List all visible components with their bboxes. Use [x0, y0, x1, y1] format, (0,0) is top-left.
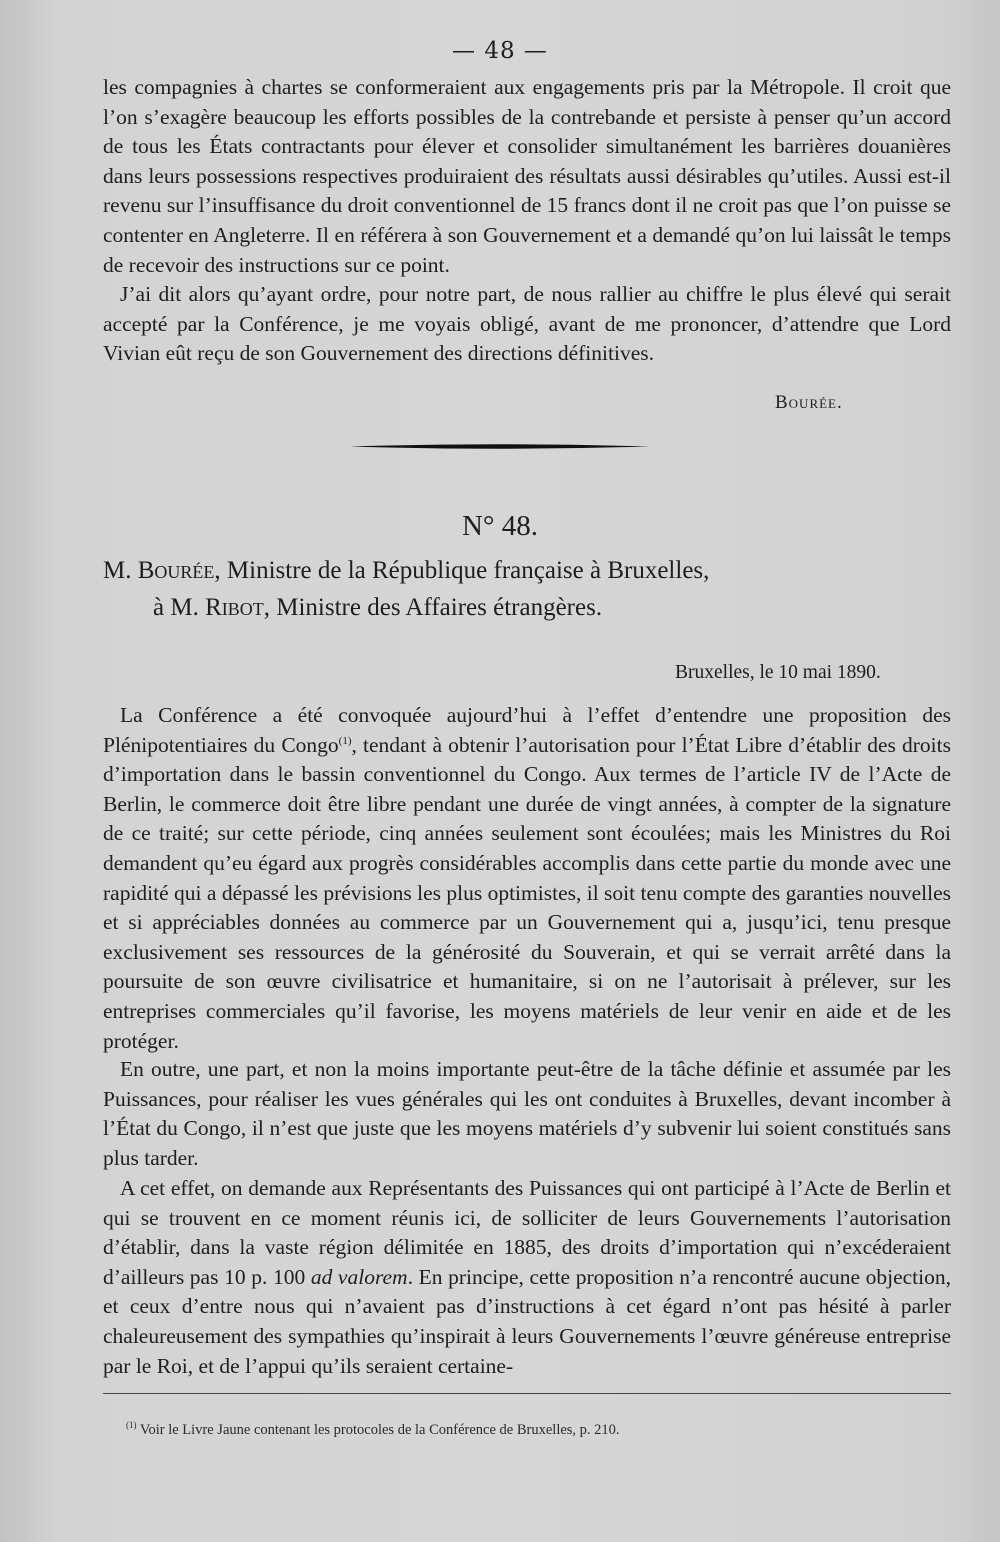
paragraph-a-cet-effet [103, 1174, 951, 1381]
section-divider [350, 443, 650, 450]
paragraph-a-cet-effet-start: A cet effet, on demande aux Représentants des Puissances qui ont participé à l’Acte de Berlin et qui se trouvent en ce moment réunis ici, de solliciter de leurs Gouvernements l’autorisation d’établir, dans la vaste région délimitée en 1885, des droits d’importation qui n’excéderaient d’ailleurs pas 10 p. 100 [103, 1176, 951, 1289]
footnote-text: Voir le Livre Jaune contenant les protocoles de la Conférence de Bruxelles, p. 210. [136, 1422, 620, 1438]
paragraph-convocation [103, 701, 951, 1056]
sender-title: , Ministre de la République française à Bruxelles, [214, 557, 710, 584]
paragraph-continuation: les compagnies à chartes se conformeraient aux engagements pris par la Métropole. Il croit que l’on s’exagère beaucoup les efforts possibles de la contrebande et persiste à penser qu’un accord de tous les États contractants pour élever et consolider simultanément les barrières douanières dans leurs possessions respectives produiraient des résultats aussi désirables qu’utiles. Aussi est-il revenu sur l’insuffisance du droit conventionnel de 15 francs dont il ne croit pas que l’on puisse se contenter en Angleterre. Il en référera à son Gouvernement et a demandé qu’on lui laissât le temps de recevoir des instructions sur ce point. [103, 75, 951, 277]
recipient-name: Ribot [205, 594, 264, 621]
dateline: Bruxelles, le 10 mai 1890. [675, 662, 881, 683]
footnote-marker: (1) [126, 1420, 137, 1430]
paragraph-en-outre: En outre, une part, et non la moins importante peut-être de la tâche définie et assumée par les Puissances, pour réaliser les vues générales qui les ont conduites à Bruxelles, devant incomber à l’État du Congo, il n’est que juste que les moyens matériels d’y subvenir lui soient constitués sans plus tarder. [103, 1057, 951, 1170]
ad-valorem-italic: ad valorem [310, 1264, 408, 1289]
recipient-title: , Ministre des Affaires étrangères. [263, 594, 603, 621]
footnote-reference: (1) [338, 734, 352, 747]
page-number: — 48 — [452, 38, 548, 64]
paragraph-a-cet-effet-end: . En principe, cette proposition n’a rencontré aucune objection, et ceux d’entre nous qui n’avaient pas d’instructions à cet égard n’ont pas hésité à parler chaleureusement des sympathies qu’inspirait à leurs Gouvernements l’œuvre généreuse entreprise par le Roi, et de l’appui qu’ils seraient certaine- [103, 1264, 952, 1378]
sender-name: M. Bourée [103, 557, 215, 584]
paragraph-convocation-end: , tendant à obtenir l’autorisation pour l’État Libre d’établir des droits d’importation dans le bassin conventionnel du Congo. Aux termes de l’article IV de l’Acte de Berlin, le commerce doit être libre pendant une durée de vingt années, à compter de la signature de ce traité; sur cette période, cinq années seulement sont écoulées; mais les Ministres du Roi demandent qu’eu égard aux progrès considérables accomplis dans cette partie du monde avec une rapidité qui a dépassé les prévisions les plus optimistes, il soit tenu compte des garanties nouvelles et si appréciables données au commerce par un Gouvernement qui a, jusqu’ici, tenu presque exclusivement ses ressources de la générosité du Souverain, et qui se verrait arrêté dans la poursuite de son œuvre civilisatrice et humanitaire, si on ne l’autorisait à prélever, sur les entreprises commerciales qu’il favorise, les moyens matériels de leur venir en aide et de les protéger. [103, 732, 951, 1053]
document-number: N° 48. [461, 510, 539, 542]
recipient-heading [153, 594, 602, 622]
footnote [126, 1422, 620, 1439]
signature: Bourée. [775, 392, 843, 413]
recipient-prefix: à M. [153, 594, 206, 621]
footnote-rule [103, 1393, 951, 1394]
paragraph-rally: J’ai dit alors qu’ayant ordre, pour notre part, de nous rallier au chiffre le plus élevé qui serait accepté par la Conférence, je me voyais obligé, avant de me prononcer, d’attendre que Lord Vivian eût reçu de son Gouvernement des directions définitives. [103, 282, 951, 366]
sender-heading [103, 557, 709, 585]
paragraph-convocation-start: La Conférence a été convoquée aujourd’hui à l’effet d’entendre une proposition des Plénipotentiaires du Congo [103, 703, 951, 757]
